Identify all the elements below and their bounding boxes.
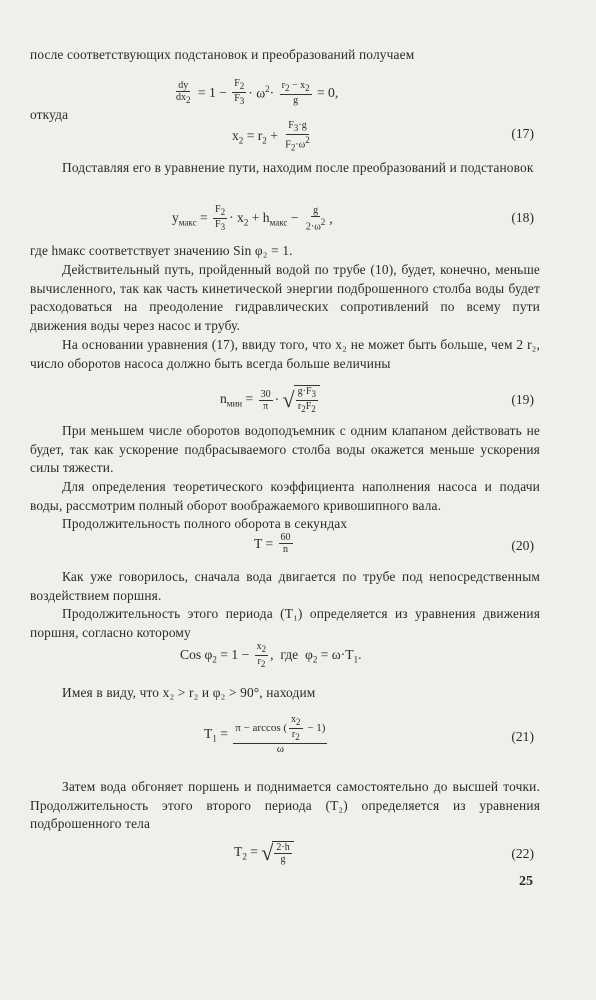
equation-number-17: (17) (511, 126, 534, 141)
paragraph-given: Имея в виду, что x₂ > r₂ и φ₂ > 90°, находим (62, 685, 316, 700)
paragraph-duration: Продолжительность полного оборота в секундах (62, 516, 348, 531)
paragraph-second-phase: Затем вода обгоняет поршень и поднимается самостоятельно до высшей точки. Продолжительность этого второго периода (T₂) определяется из уравнения подброшенного тела (30, 779, 540, 832)
paragraph-t1: Продолжительность этого периода (T₁) определяется из уравнения движения поршня, согласно которому (30, 606, 540, 640)
paragraph-hmax: где hмакс соответствует значению Sin φ₂ = 1. (30, 243, 293, 258)
paragraph-first-phase: Как уже говорилось, сначала вода двигается по трубе под непосредственным воздействием поршня. (30, 569, 540, 603)
equation-number-22: (22) (511, 846, 534, 861)
equation-18: $y_{макс}$ = $\frac{F_2}{F_3}$ · $x_2 + h_{макс}$ − $\frac{g}{2\cdot\omega^2}$ , (172, 204, 333, 233)
equation-number-21: (21) (511, 729, 534, 744)
equation-number-20: (20) (511, 538, 534, 553)
equation-derivative: $\frac{dy}{dx_2}$ = 1 − $\frac{F_2}{F_3}$ · $\omega^2\cdot$ $\frac{r_2 - x_2}{g}$ = 0, (176, 78, 339, 106)
equation-19: $n_{мин}$ = $\frac{30}{\pi}$ · √ $\frac{g\cdot F_3}{r_2F_2}$ (220, 385, 320, 415)
equation-number-19: (19) (511, 392, 534, 407)
equation-21: $T_1$ = π − arccos ( $\frac{x_2}{r_2}$ − 1) ω (204, 714, 326, 755)
paragraph-substitution: Подставляя его в уравнение пути, находим после преобразований и подстановок (62, 160, 534, 175)
paragraph-fill-coefficient: Для определения теоретического коэффициента наполнения насоса и подачи воды, рассмотрим полный оборот воображаемого кривошипного вала. (30, 479, 540, 513)
equation-20: T = $\frac{60}{n}$ (254, 532, 291, 555)
paragraph-rpm: На основании уравнения (17), ввиду того, что x₂ не может быть больше, чем 2 r₂, число оборотов насоса должно быть всегда больше величины (30, 337, 540, 371)
paragraph-actual-path: Действительный путь, пройденный водой по трубе (10), будет, конечно, меньше вычисленного, так как часть кинетической энергии подброшенного столба воды будет расходоваться на преодоление гидравлических сопротивлений по всему пути движения воды через насос и трубу. (30, 262, 540, 333)
equation-17: $x_2 = r_2$ + $\frac{F_3\cdot g}{F_2\cdot\omega^2}$ (232, 120, 310, 153)
paragraph-otkuda: откуда (30, 107, 69, 122)
page-number: 25 (519, 874, 533, 889)
paragraph-fewer-rpm: При меньшем числе оборотов водоподъемник с одним клапаном действовать не будет, так как ускорение подбрасываемого столба воды окажется меньше ускорения силы тяжести. (30, 423, 540, 476)
paragraph-intro: после соответствующих подстановок и преобразований получаем (30, 47, 415, 62)
equation-cos: Cos $\varphi_2 = 1$ − $\frac{x_2}{r_2}$ , где $\varphi_2 = \omega\cdot T_1$. (180, 641, 362, 669)
equation-number-18: (18) (511, 210, 534, 225)
equation-22: $T_2$ = √ $\frac{2\cdot h}{g}$ (234, 841, 294, 865)
